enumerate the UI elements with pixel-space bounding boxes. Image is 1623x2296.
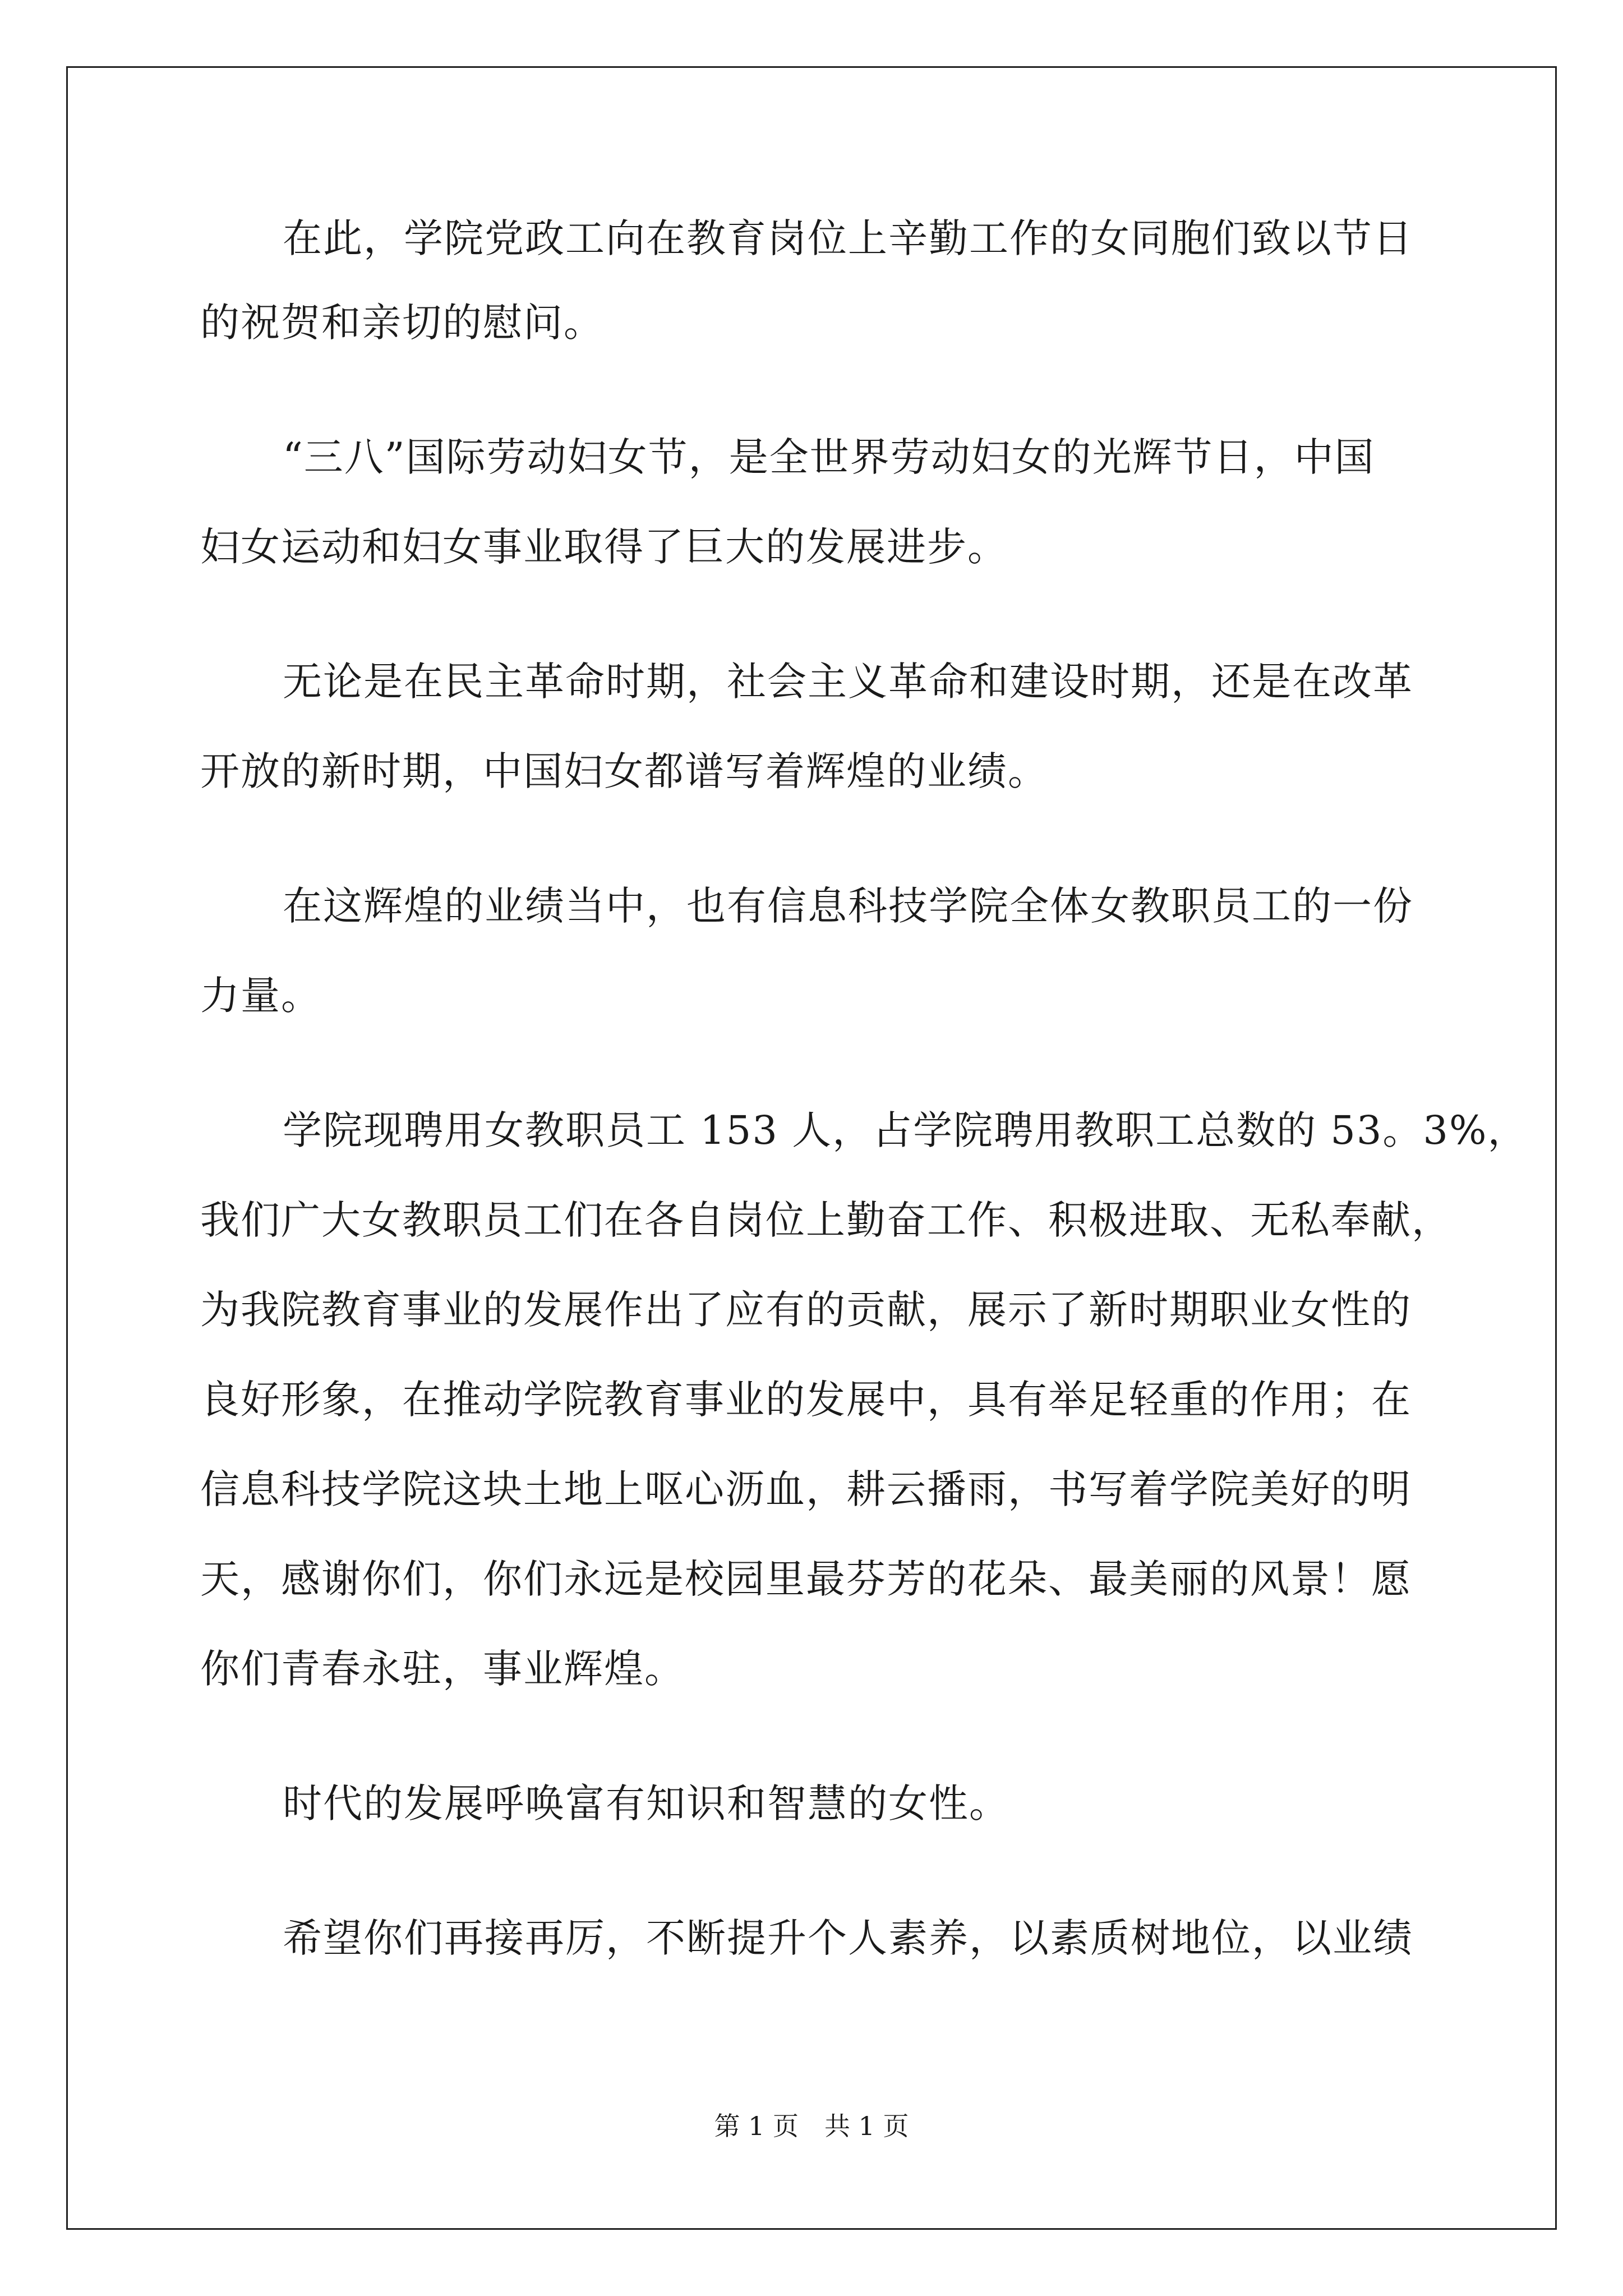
paragraph-3-line-1: 无论是在民主革命时期，社会主义革命和建设时期，还是在改革 [283, 659, 1413, 705]
paragraph-5-line-5: 信息科技学院这块土地上呕心沥血，耕云播雨，书写着学院美好的明 [200, 1466, 1412, 1512]
paragraph-5-line-7: 你们青春永驻，事业辉煌。 [200, 1646, 685, 1692]
paragraph-3-line-2: 开放的新时期，中国妇女都谱写着辉煌的业绩。 [200, 748, 1048, 794]
page-footer: 第 1 页 共 1 页 [714, 2111, 909, 2141]
paragraph-6-line-1: 时代的发展呼唤富有知识和智慧的女性。 [283, 1780, 1009, 1826]
paragraph-4-line-2: 力量。 [200, 973, 321, 1019]
paragraph-2-line-1: “三八”国际劳动妇女节，是全世界劳动妇女的光辉节日，中国 [283, 434, 1375, 480]
paragraph-2-line-2: 妇女运动和妇女事业取得了巨大的发展进步。 [200, 524, 1008, 570]
paragraph-5-line-2: 我们广大女教职员工们在各自岗位上勤奋工作、积极进取、无私奉献， [200, 1197, 1452, 1243]
paragraph-5-line-4: 良好形象，在推动学院教育事业的发展中，具有举足轻重的作用；在 [200, 1377, 1412, 1423]
paragraph-1-line-2: 的祝贺和亲切的慰问。 [200, 300, 604, 346]
paragraph-7-line-1: 希望你们再接再厉，不断提升个人素养，以素质树地位，以业绩 [283, 1915, 1413, 1961]
paragraph-5-line-6: 天，感谢你们，你们永远是校园里最芬芳的花朵、最美丽的风景！愿 [200, 1556, 1412, 1602]
paragraph-4-line-1: 在这辉煌的业绩当中，也有信息科技学院全体女教职员工的一份 [283, 883, 1413, 929]
paragraph-5-line-1: 学院现聘用女教职员工 153 人，占学院聘用教职工总数的 53。3%， [283, 1107, 1528, 1153]
paragraph-1-line-1: 在此，学院党政工向在教育岗位上辛勤工作的女同胞们致以节日 [283, 215, 1413, 261]
paragraph-5-line-3: 为我院教育事业的发展作出了应有的贡献，展示了新时期职业女性的 [200, 1287, 1412, 1333]
